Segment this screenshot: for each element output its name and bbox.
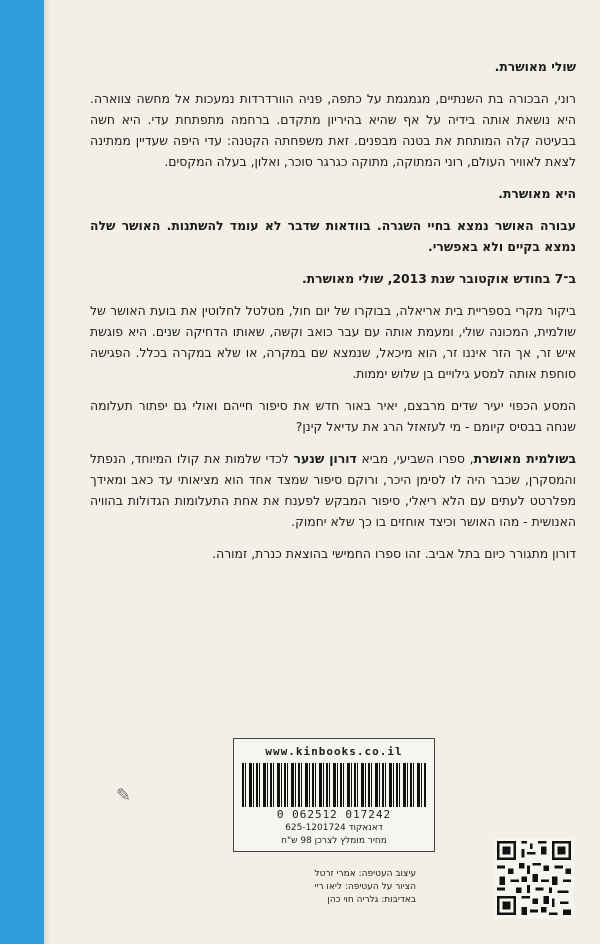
blurb-paragraph-4: עבורה האושר נמצא בחיי השגרה. בוודאות שדבר לא עומד להשתנות. האושר שלה נמצא בקיים ולא באפשרי. xyxy=(90,218,576,254)
pen-mark-icon: ✎ xyxy=(116,785,132,806)
blurb-paragraph-8-rest: לכדי שלמות את קולו המיוחד, הנפתל והמסקרן, שכבר היה לו לסימן היכר, ורוקם סיפור שמצד אחד הוא מציאותי עד כאב ומאידך מפלרטט לעתים עם הלא ריאלי, סיפור המבקש לפענח את אחת התעלומות הגדולות בהוויה האנושית - מהו האושר וכיצד אוחזים בו כך שלא יחמוק. xyxy=(90,451,576,529)
back-cover-blurb xyxy=(90,56,576,575)
author-name: דורון שנער xyxy=(293,451,357,466)
catalog-number: דאנאקוד 625-1201724 xyxy=(285,823,383,833)
blurb-paragraph-6: ביקור מקרי בספריית בית אריאלה, בבוקרו של יום חול, מטלטל לחלוטין את בועת האושר של שולמית, המכונה שולי, ומעמת אותה עם עבר כואב וקשה, שאותו הדחיקה שנים. היא פוגשת איש זר, אך הזר איננו זר, הוא מיכאל, שנמצא שם במקרה, או שלא במקרה בכלל. הפגישה סוחפת אותה למסע גילויים בן שלוש יממות. xyxy=(90,303,576,381)
book-title: בשולמית מאושרת xyxy=(473,451,577,466)
blurb-paragraph-5: ב־7 בחודש אוקטובר שנת 2013, שולי מאושרת. xyxy=(301,271,576,286)
blurb-paragraph-8-mid: , ספרו השביעי, מביא xyxy=(356,451,474,466)
barcode-bars xyxy=(242,763,426,807)
gallery-credit: באדיבות: גלריה חוי כהן xyxy=(327,895,416,905)
cover-design-credit: עיצוב העטיפה: אמרי זרטל xyxy=(314,869,416,879)
publisher-website: www.kinbooks.co.il xyxy=(265,745,403,758)
barcode-box xyxy=(233,738,435,852)
blurb-paragraph-2: רוני, הבכורה בת השנתיים, מגמגמת על כתפה, פניה הוורדרדות נמעכות אל מחשה צווארה. היא נושאת אותה בידיה על אף שהיא בהיריון מתקדם. ברחמה מתפתחת עדי. היא חשה בבעיטה קלה המותחת את בטנה מבפנים. זאת משפחתה הקטנה: עדי היפה שעדיין ממתינה לצאת לאוויר העולם, רוני המתוקה, מתוקה כגרגר סוכר, ואלון, בעלה המקסים. xyxy=(90,91,576,169)
recommended-price: מחיר מומלץ לצרכן 98 ש"ח xyxy=(281,836,387,846)
blurb-paragraph-9: דורון מתגורר כיום בתל אביב. זהו ספרו החמישי בהוצאת כנרת, זמורה. xyxy=(212,546,576,561)
cover-illustration-credit: הציור על העטיפה: ליאו ריי xyxy=(314,882,416,892)
barcode-digits: 0 062512 017242 xyxy=(276,808,392,821)
cover-credits xyxy=(226,868,416,907)
blurb-paragraph-8 xyxy=(90,448,576,532)
qr-code-icon xyxy=(494,838,574,918)
blue-spine xyxy=(0,0,44,944)
spine-shadow xyxy=(44,0,50,944)
blurb-paragraph-1: שולי מאושרת. xyxy=(494,59,576,74)
blurb-paragraph-7: המסע הכפוי יעיר שדים מרבצם, יאיר באור חדש את סיפור חייהם ואולי גם יפתור תעלומה שנחה בבסיס קיומם - מי לעזאזל הרג את עדיאל קינן? xyxy=(90,398,576,434)
blurb-paragraph-3: היא מאושרת. xyxy=(498,186,576,201)
